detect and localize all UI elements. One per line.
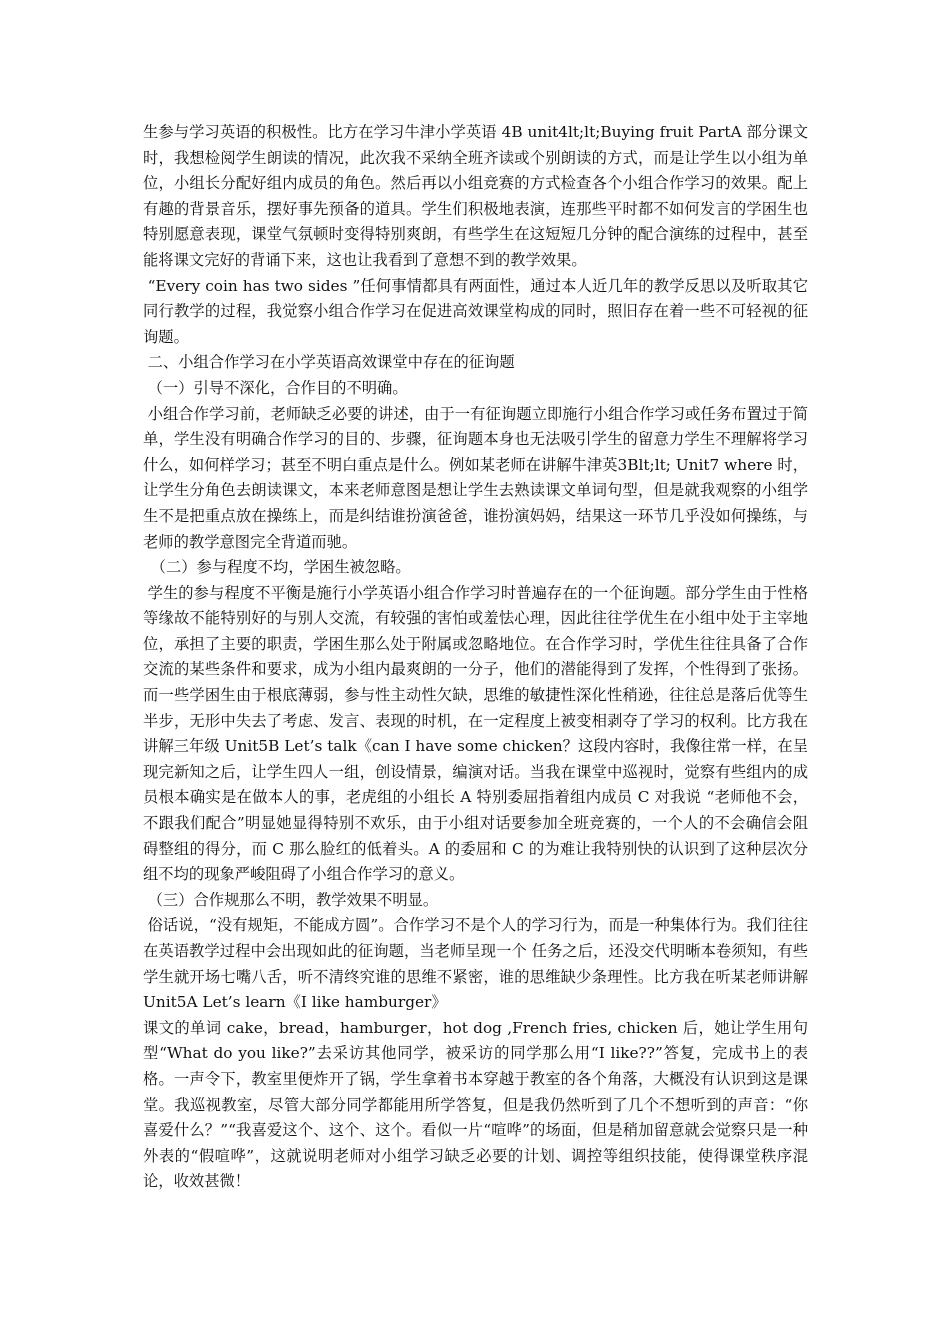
body-paragraph: 俗话说，“没有规矩，不能成方圆”。合作学习不是个人的学习行为，而是一种集体行为。我们往往在英语教学过程中会出现如此的征询题，当老师呈现一个 任务之后，还没交代明晰本卷须知，有些学生就开场七嘴八舌，听不清终究谁的思维不紧密，谁的思维缺少条理性。比方我在听某老师讲解 Unit5A Let’s learn《I like hamburger》 bbox=[143, 916, 808, 1012]
body-paragraph: 小组合作学习前，老师缺乏必要的讲述，由于一有征询题立即施行小组合作学习或任务布置过于简单，学生没有明确合作学习的目的、步骤，征询题本身也无法吸引学生的留意力学生不理解将学习什么，如何样学习；甚至不明白重点是什么。例如某老师在讲解牛津英3Blt;lt; Unit7 where 时，让学生分角色去朗读课文，本来老师意图是想让学生去熟读课文单词句型，但是就我观察的小组学生不是把重点放在操练上，而是纠结谁扮演爸爸，谁扮演妈妈，结果这一环节几乎没如何操练，与老师的教学意图完全背道而驰。 bbox=[143, 404, 808, 551]
subsection-heading: （三）合作规那么不明，教学效果不明显。 bbox=[147, 890, 439, 909]
subsection-heading: （二）参与程度不均，学困生被忽略。 bbox=[150, 558, 411, 577]
body-paragraph: 学生的参与程度不平衡是施行小学英语小组合作学习时普遍存在的一个征询题。部分学生由于性格等缘故不能特别好的与别人交流，有较强的害怕或羞怯心理，因此往往学优生在小组中处于主宰地位，承担了主要的职责，学困生那么处于附属或忽略地位。在合作学习时，学优生往往具备了合作交流的某些条件和要求，成为小组内最爽朗的一分子，他们的潜能得到了发挥，个性得到了张扬。而一些学困生由于根底薄弱，参与性主动性欠缺，思维的敏捷性深化性稍逊，往往总是落后优等生半步，无形中失去了考虑、发言、表现的时机，在一定程度上被变相剥夺了学习的权利。比方我在讲解三年级 Unit5B Let’s talk《can I have some chicken？这段内容时，我像往常一样，在呈现完新知之后，让学生四人一组，创设情景，编演对话。当我在课堂中巡视时，觉察有些组内的成员根本确实是在做本人的事，老虎组的小组长 A 特别委屈指着组内成员 C 对我说 “老师他不会，不跟我们配合”明显她显得特别不欢乐，由于小组对话要参加全班竞赛的，一个人的不会确信会阻碍整组的得分，而 C 那么脸红的低着头。A 的委屈和 C 的为难让我特别快的认识到了这种层次分组不均的现象严峻阻碍了小组合作学习的意义。 bbox=[143, 583, 808, 884]
document-body bbox=[143, 120, 808, 1195]
subsection-heading: （一）引导不深化，合作目的不明确。 bbox=[147, 378, 408, 397]
body-paragraph: 课文的单词 cake，bread，hamburger，hot dog ,French fries, chicken 后，她让学生用句型“What do you like?”去采访其他同学，被采访的同学那么用“I like??”答复，完成书上的表格。一声令下，教室里便炸开了锅，学生拿着书本穿越于教室的各个角落，大概没有认识到这是课堂。我巡视教室，尽管大部分同学都能用所学答复，但是我仍然听到了几个不想听到的声音：“你喜爱什么？”“我喜爱这个、这个、这个。看似一片“喧哗”的场面，但是稍加留意就会觉察只是一种外表的“假喧哗”，这就说明老师对小组学习缺乏必要的计划、调控等组织技能，使得课堂秩序混论，收效甚微！ bbox=[143, 1018, 808, 1191]
body-paragraph: “Every coin has two sides ”任何事情都具有两面性，通过本人近几年的教学反思以及听取其它同行教学的过程，我觉察小组合作学习在促进高效课堂构成的同时，照旧存在着一些不可轻视的征询题。 bbox=[143, 276, 808, 346]
body-paragraph: 生参与学习英语的积极性。比方在学习牛津小学英语 4B unit4lt;lt;Buying fruit PartA 部分课文时，我想检阅学生朗读的情况，此次我不采纳全班齐读或个别朗读的方式，而是让学生以小组为单位，小组长分配好组内成员的角色。然后再以小组竞赛的方式检查各个小组合作学习的效果。配上有趣的背景音乐，摆好事先预备的道具。学生们积极地表演，连那些平时都不如何发言的学困生也特别愿意表现，课堂气氛顿时变得特别爽朗，有些学生在这短短几分钟的配合演练的过程中，甚至能将课文完好的背诵下来，这也让我看到了意想不到的教学效果。 bbox=[143, 123, 808, 269]
section-heading: 二、小组合作学习在小学英语高效课堂中存在的征询题 bbox=[147, 353, 515, 372]
